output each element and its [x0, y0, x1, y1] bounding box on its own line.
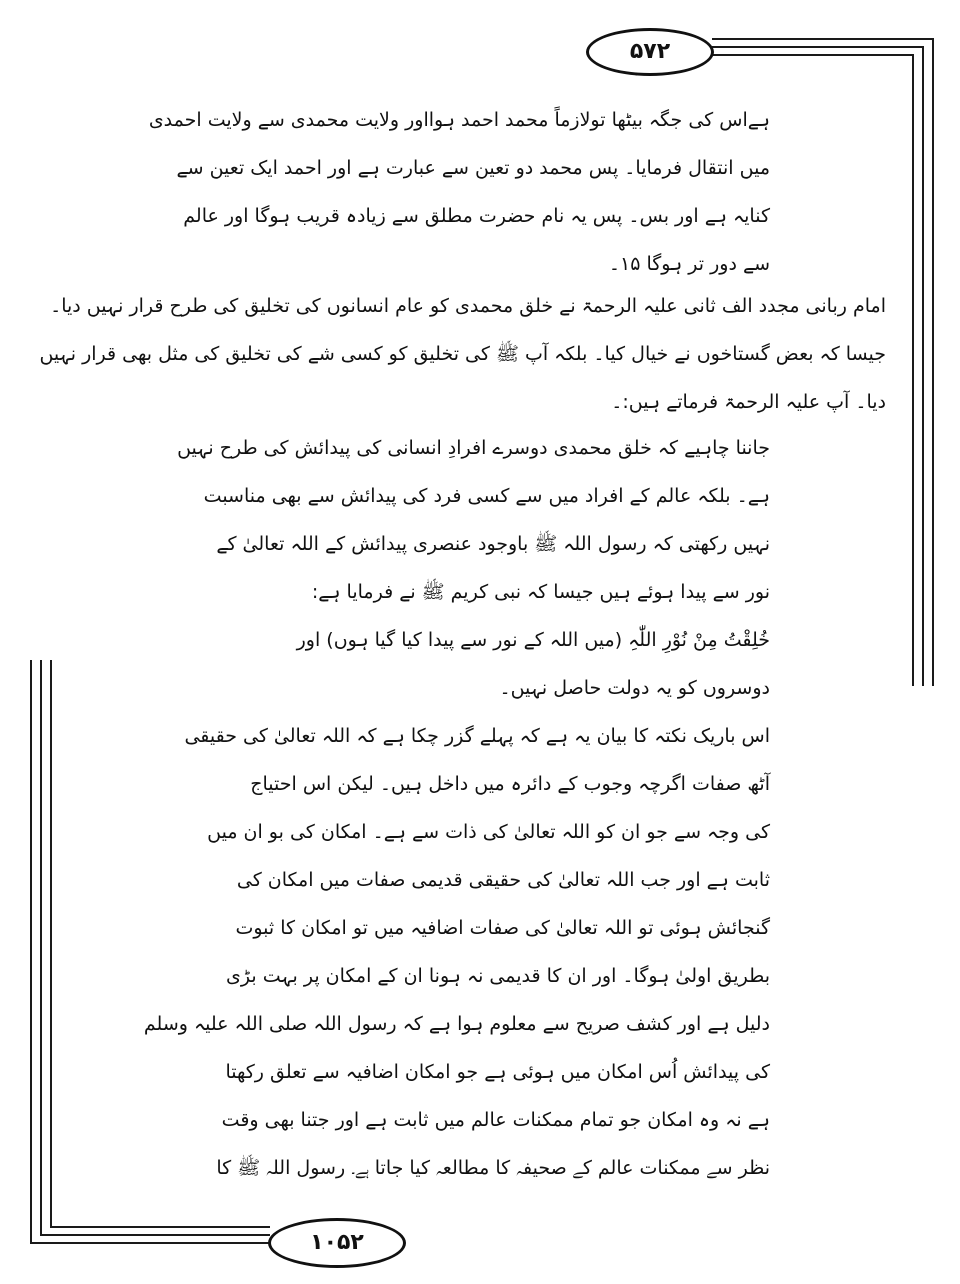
quote2-line: ثابت ہے اور جب اللہ تعالیٰ کی حقیقی قدیمی صفات میں امکان کی — [236, 869, 770, 891]
frame-bottom-line-1 — [30, 1242, 270, 1244]
quote2-line: اس باریک نکتہ کا بیان یہ ہے کہ پہلے گزر چکا ہے کہ اللہ تعالیٰ کی حقیقی — [184, 725, 770, 747]
frame-bottom-line-3 — [50, 1226, 270, 1228]
frame-top-line-2 — [712, 46, 924, 48]
quote2-line: دوسروں کو یہ دولت حاصل نہیں۔ — [499, 677, 770, 699]
frame-bottom-line-2 — [40, 1234, 270, 1236]
body-paragraph-1 — [39, 282, 886, 426]
frame-top-line-3 — [712, 54, 914, 56]
quote2-line: دلیل ہے اور کشف صریح سے معلوم ہوا ہے کہ رسول اللہ صلی اللہ علیہ وسلم — [143, 1013, 770, 1035]
quote2-line: نظر سے ممکنات عالم کے صحیفہ کا مطالعہ کیا جاتا ہے۔ رسول اللہ ﷺ کا — [216, 1157, 770, 1179]
quote2-line: ہے نہ وہ امکان جو تمام ممکنات عالم میں ثابت ہے اور جتنا بھی وقت — [221, 1109, 770, 1131]
paragraph1-line: امام ربانی مجدد الف ثانی علیہ الرحمۃ نے خلق محمدی کو عام انسانوں کی تخلیق کی طرح قرار نہیں دیا۔ — [50, 295, 886, 317]
quote1-line: سے دور تر ہوگا ۱۵۔ — [608, 253, 770, 275]
paragraph1-line: دیا۔ آپ علیہ الرحمۃ فرماتے ہیں:۔ — [611, 391, 886, 413]
quote2-line: کی پیدائش اُس امکان میں ہوئی ہے جو امکان اضافیہ سے تعلق رکھتا — [225, 1061, 770, 1083]
quote-block-2 — [143, 424, 770, 1192]
quote2-line: گنجائش ہوئی تو اللہ تعالیٰ کی صفات اضافیہ میں تو امکان کا ثبوت — [235, 917, 770, 939]
quote2-line: آٹھ صفات اگرچہ وجوب کے دائرہ میں داخل ہیں۔ لیکن اس احتیاج — [250, 773, 770, 795]
quote1-line: میں انتقال فرمایا۔ پس محمد دو تعین سے عبارت ہے اور احمد ایک تعین سے — [176, 157, 770, 179]
frame-left-line-1 — [30, 660, 32, 1242]
page-number-top: ۵۷۲ — [586, 28, 714, 76]
quote2-line: کی وجہ سے جو ان کو اللہ تعالیٰ کی ذات سے ہے۔ امکان کی بو ان میں — [207, 821, 770, 843]
quote2-line: جاننا چاہیے کہ خلق محمدی دوسرے افرادِ انسانی کی پیدائش کی طرح نہیں — [177, 437, 770, 459]
frame-right-line-2 — [922, 46, 924, 686]
quote-block-1 — [148, 96, 770, 288]
paragraph1-line: جیسا کہ بعض گستاخوں نے خیال کیا۔ بلکہ آپ ﷺ کی تخلیق کو کسی شے کی تخلیق کی مثل بھی قرار نہیں — [39, 343, 886, 365]
frame-left-line-3 — [50, 660, 52, 1226]
quote2-line: نہیں رکھتی کہ رسول اللہ ﷺ باوجود عنصری پیدائش کے اللہ تعالیٰ کے — [216, 533, 770, 555]
quote2-line: ہے۔ بلکہ عالم کے افراد میں سے کسی فرد کی پیدائش سے بھی مناسبت — [203, 485, 770, 507]
quote1-line: کنایہ ہے اور بس۔ پس یہ نام حضرت مطلق سے زیادہ قریب ہوگا اور عالم — [183, 205, 770, 227]
frame-left-line-2 — [40, 660, 42, 1234]
frame-top-line-1 — [712, 38, 934, 40]
quote2-line: خُلِقْتُ مِنْ نُوْرِ اللّٰہِ (میں اللہ کے نور سے پیدا کیا گیا ہوں) اور — [296, 629, 770, 651]
quote1-line: ہےاس کی جگہ بیٹھا تولازماً محمد احمد ہوااور ولایت محمدی سے ولایت احمدی — [148, 109, 770, 131]
frame-right-line-1 — [932, 38, 934, 686]
quote2-line: نور سے پیدا ہوئے ہیں جیسا کہ نبی کریم ﷺ نے فرمایا ہے: — [311, 581, 770, 603]
quote2-line: بطریق اولیٰ ہوگا۔ اور ان کا قدیمی نہ ہونا ان کے امکان پر بہت بڑی — [226, 965, 770, 987]
frame-right-line-3 — [912, 54, 914, 686]
page-number-bottom: ۱۰۵۲ — [268, 1218, 406, 1268]
